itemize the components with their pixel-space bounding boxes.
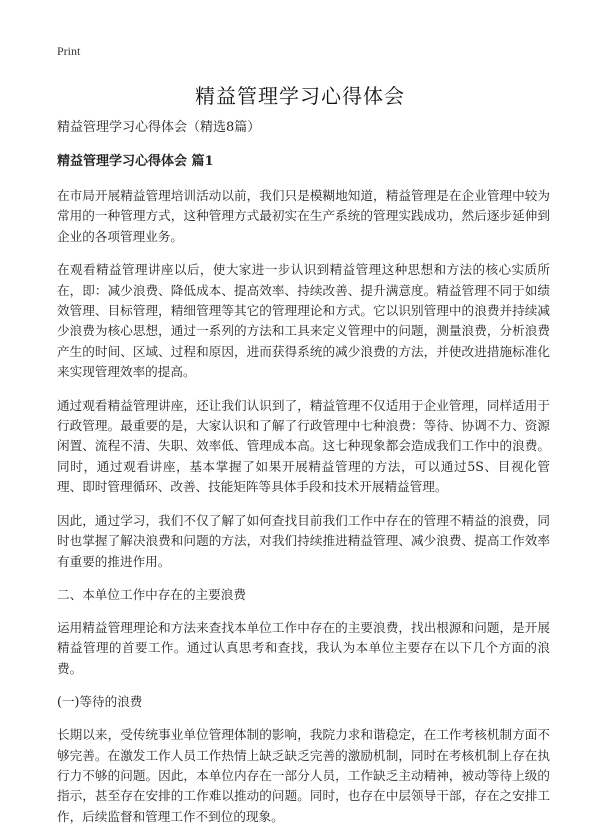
paragraph-6: 长期以来，受传统事业单位管理体制的影响，我院力求和谐稳定，在工作考核机制方面不够完善。在激发工作人员工作热情上缺乏缺乏完善的激励机制，同时在考核机制上存在执行力不够的问题。因此，本单位内存在一部分人员，工作缺乏主动精神，被动等待上级的指示，甚至存在安排的工作难以推动的问题。同时，也存在中层领导干部，存在之安排工作，后续监督和管理工作不到位的现象。 [57,727,550,824]
page-title: 精益管理学习心得体会 [195,84,405,108]
print-link[interactable]: Print [57,44,81,58]
section-heading-2: 二、本单位工作中存在的主要浪费 [57,586,246,602]
paragraph-3: 通过观看精益管理讲座，还让我们认识到了，精益管理不仅适用于企业管理，同样适用于行政管理。最重要的是，大家认识和了解了行政管理中七种浪费：等待、协调不力、资源闲置、流程不清、失职、效率低、管理成本高。这七种现象都会造成我们工作中的浪费。同时，通过观看讲座，基本掌握了如果开展精益管理的方法，可以通过5S、目视化管理、即时管理循环、改善、技能矩阵等具体手段和技术开展精益管理。 [57,397,550,495]
document-body [57,118,550,840]
section-heading-1: 精益管理学习心得体会 篇1 [57,154,214,169]
paragraph-5: 运用精益管理理论和方法来查找本单位工作中存在的主要浪费，找出根源和问题，是开展精益管理的首要工作。通过认真思考和查找，我认为本单位主要存在以下几个方面的浪费。 [57,619,550,676]
paragraph-2: 在观看精益管理讲座以后，使大家进一步认识到精益管理这种思想和方法的核心实质所在，即：减少浪费、降低成本、提高效率、持续改善、提升满意度。精益管理不同于如绩效管理、目标管理，精细管理等其它的管理理论和方式。它以识别管理中的浪费并持续减少浪费为核心思想，通过一系列的方法和工具来定义管理中的问题，测量浪费，分析浪费产生的时间、区域、过程和原因，进而获得系统的减少浪费的方法，并使改进措施标准化来实现管理效率的提高。 [57,262,550,380]
paragraph-1: 在市局开展精益管理培训活动以前，我们只是模糊地知道，精益管理是在企业管理中较为常用的一种管理方式，这种管理方式最初实在生产系统的管理实践成功，然后逐步延伸到企业的各项管理业务。 [57,188,550,244]
paragraph-4: 因此，通过学习，我们不仅了解了如何查找目前我们工作中存在的管理不精益的浪费，同时也掌握了解决浪费和问题的方法，对我们持续推进精益管理、减少浪费、提高工作效率有重要的推进作用。 [57,512,550,569]
subsection-heading-1: (一)等待的浪费 [57,694,143,710]
document-subtitle: 精益管理学习心得体会（精选8篇） [57,120,261,135]
